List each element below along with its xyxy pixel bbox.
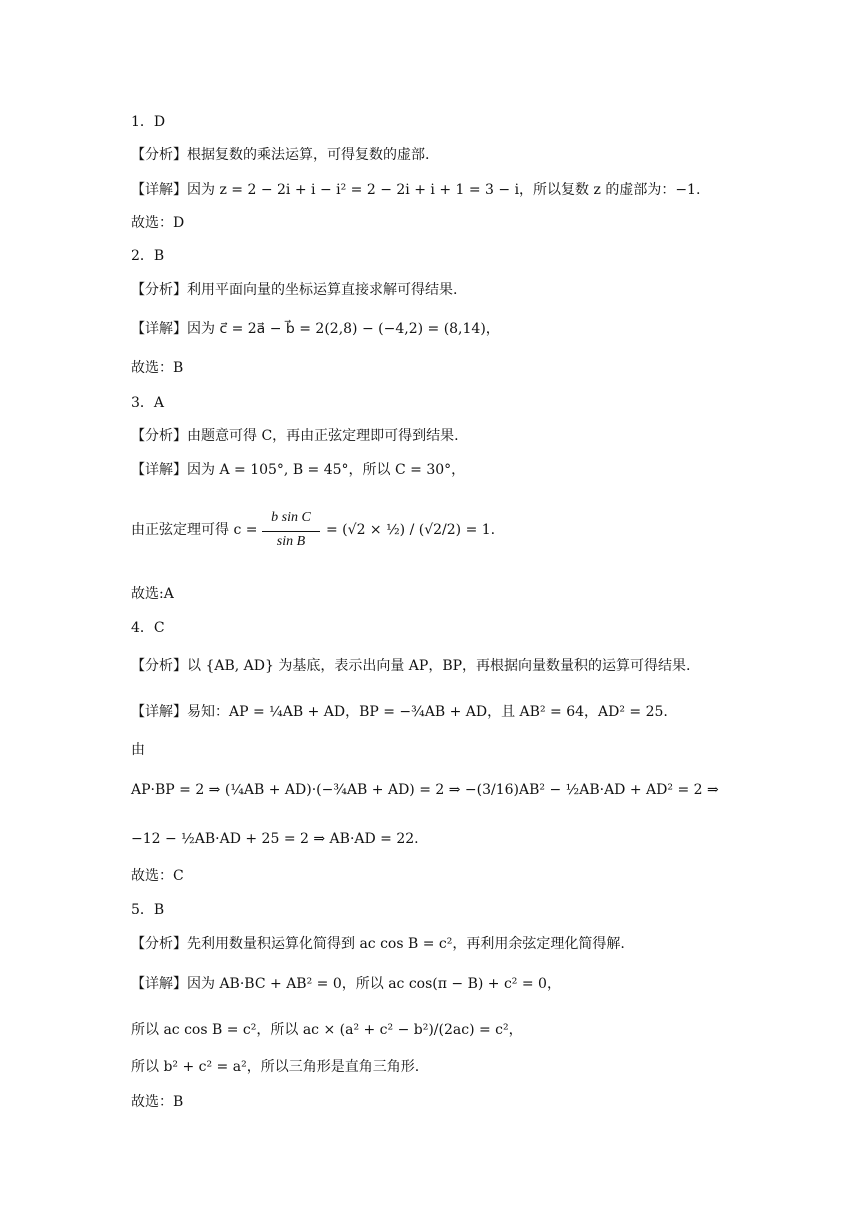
problem-4-choice: 故选：C <box>131 868 184 884</box>
problem-4-answer: 4．C <box>131 620 165 636</box>
problem-3-choice: 故选:A <box>131 586 174 602</box>
problem-3-frac-denominator: sin B <box>276 534 306 549</box>
problem-5-choice: 故选：B <box>131 1094 184 1110</box>
problem-3-analysis: 【分析】由题意可得 C，再由正弦定理即可得到结果. <box>131 428 459 444</box>
problem-3-detail: 【详解】因为 A = 105°, B = 45°，所以 C = 30°， <box>131 462 466 478</box>
problem-5-detail-3: 所以 b² + c² = a²，所以三角形是直角三角形. <box>131 1059 420 1075</box>
problem-2-answer: 2．B <box>131 248 165 264</box>
problem-2-analysis: 【分析】利用平面向量的坐标运算直接求解可得结果. <box>131 282 458 298</box>
problem-5-detail-2: 所以 ac cos B = c²，所以 ac × (a² + c² − b²)/(2ac) = c²， <box>131 1022 523 1038</box>
problem-4-detail-4: −12 − ½AB·AD + 25 = 2 ⇒ AB·AD = 22. <box>131 831 419 847</box>
problem-3-sine-law-prefix: 由正弦定理可得 c = <box>131 522 258 538</box>
problem-3-frac-result: = (√2 × ½) / (√2/2) = 1. <box>326 522 496 538</box>
problem-5-detail: 【详解】因为 AB·BC + AB² = 0，所以 ac cos(π − B) + c² = 0， <box>131 976 561 992</box>
problem-1-choice: 故选：D <box>131 215 185 231</box>
problem-3-frac-numerator: b sin C <box>271 510 311 525</box>
problem-1-detail: 【详解】因为 z = 2 − 2i + i − i² = 2 − 2i + i + 1 = 3 − i，所以复数 z 的虚部为：−1. <box>131 182 701 198</box>
problem-4-detail-3: AP·BP = 2 ⇒ (¼AB + AD)·(−¾AB + AD) = 2 ⇒ −(3/16)AB² − ½AB·AD + AD² = 2 ⇒ <box>131 782 719 798</box>
problem-3-frac-bar <box>262 531 320 532</box>
problem-2-choice: 故选：B <box>131 360 184 376</box>
problem-2-detail: 【详解】因为 c⃗ = 2a⃗ − b⃗ = 2(2,8) − (−4,2) = (8,14)， <box>131 321 500 337</box>
problem-4-detail-2: 由 <box>131 742 145 758</box>
problem-1-answer: 1．D <box>131 114 166 130</box>
problem-4-analysis: 【分析】以 {AB, AD} 为基底，表示出向量 AP，BP，再根据向量数量积的运算可得结果. <box>131 658 691 674</box>
problem-3-sine-law-line <box>131 520 257 540</box>
problem-5-answer: 5．B <box>131 902 165 918</box>
problem-5-analysis: 【分析】先利用数量积运算化简得到 ac cos B = c²，再利用余弦定理化简得解. <box>131 936 625 952</box>
problem-3-answer: 3．A <box>131 395 165 411</box>
problem-1-analysis: 【分析】根据复数的乘法运算，可得复数的虚部. <box>131 147 430 163</box>
problem-4-detail: 【详解】易知：AP = ¼AB + AD，BP = −¾AB + AD，且 AB² = 64，AD² = 25. <box>131 704 668 720</box>
